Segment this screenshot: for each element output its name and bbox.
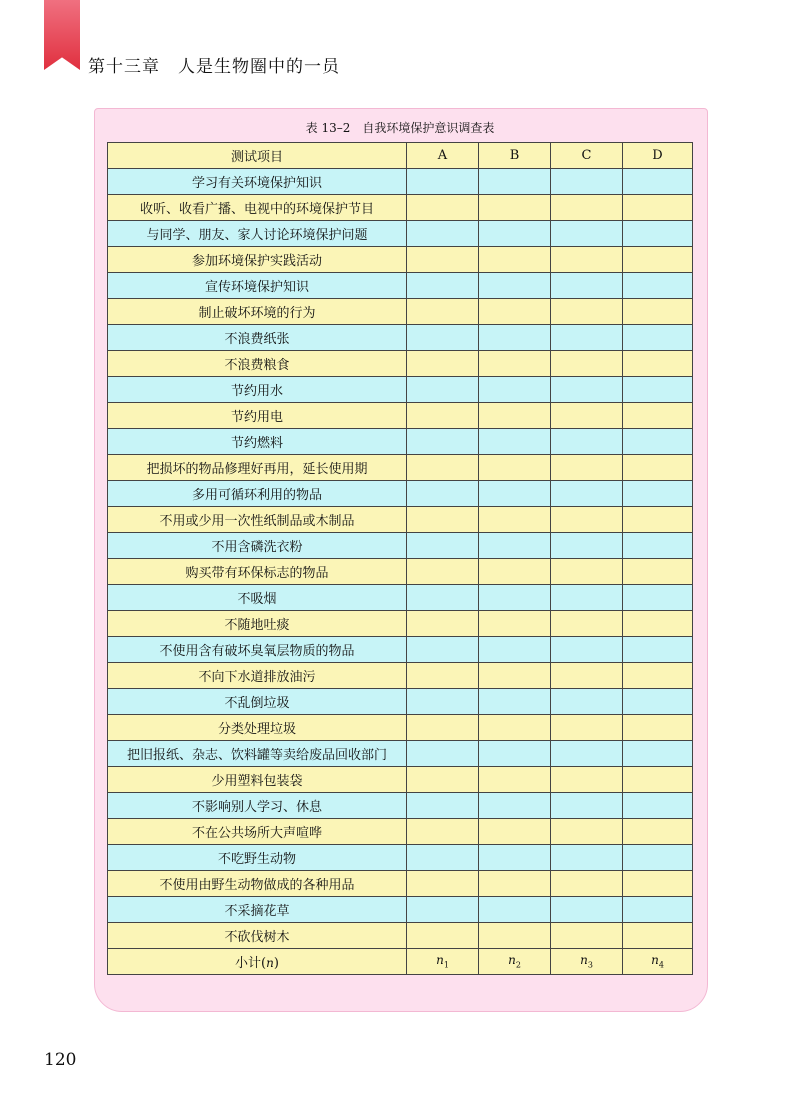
answer-cell-b[interactable]	[479, 533, 551, 559]
table-row	[108, 533, 693, 559]
answer-cell-b[interactable]	[479, 585, 551, 611]
answer-cell-c[interactable]	[551, 195, 623, 221]
answer-cell-c[interactable]	[551, 481, 623, 507]
answer-cell-d[interactable]	[623, 429, 693, 455]
test-item-label: 节约用电	[108, 403, 407, 429]
test-item-label: 不砍伐树木	[108, 923, 407, 949]
table-row	[108, 611, 693, 637]
answer-cell-d[interactable]	[623, 559, 693, 585]
answer-cell-d[interactable]	[623, 403, 693, 429]
answer-cell-c[interactable]	[551, 637, 623, 663]
answer-cell-b[interactable]	[479, 611, 551, 637]
answer-cell-c[interactable]	[551, 247, 623, 273]
column-header-b: B	[479, 143, 551, 169]
answer-cell-d[interactable]	[623, 689, 693, 715]
answer-cell-c[interactable]	[551, 377, 623, 403]
answer-cell-d[interactable]	[623, 767, 693, 793]
table-row	[108, 429, 693, 455]
table-row	[108, 897, 693, 923]
answer-cell-b[interactable]	[479, 871, 551, 897]
table-row	[108, 351, 693, 377]
survey-table	[107, 142, 693, 975]
subtotal-c-var: n	[580, 953, 588, 968]
table-row	[108, 325, 693, 351]
answer-cell-d[interactable]	[623, 845, 693, 871]
answer-cell-b[interactable]	[479, 689, 551, 715]
test-item-label: 不用含磷洗衣粉	[108, 533, 407, 559]
table-row	[108, 247, 693, 273]
test-item-label: 不浪费粮食	[108, 351, 407, 377]
answer-cell-a[interactable]	[407, 247, 479, 273]
answer-cell-c[interactable]	[551, 169, 623, 195]
answer-cell-c[interactable]	[551, 923, 623, 949]
answer-cell-b[interactable]	[479, 767, 551, 793]
table-row	[108, 793, 693, 819]
subtotal-a-sub: 1	[443, 960, 449, 970]
test-item-label: 宣传环境保护知识	[108, 273, 407, 299]
answer-cell-c[interactable]	[551, 559, 623, 585]
answer-cell-a[interactable]	[407, 559, 479, 585]
answer-cell-d[interactable]	[623, 871, 693, 897]
answer-cell-a[interactable]	[407, 897, 479, 923]
answer-cell-a[interactable]	[407, 455, 479, 481]
answer-cell-c[interactable]	[551, 689, 623, 715]
test-item-label: 与同学、朋友、家人讨论环境保护问题	[108, 221, 407, 247]
answer-cell-b[interactable]	[479, 351, 551, 377]
answer-cell-b[interactable]	[479, 507, 551, 533]
answer-cell-b[interactable]	[479, 221, 551, 247]
table-row	[108, 169, 693, 195]
subtotal-a-var: n	[436, 953, 444, 968]
answer-cell-a[interactable]	[407, 273, 479, 299]
answer-cell-c[interactable]	[551, 455, 623, 481]
answer-cell-b[interactable]	[479, 403, 551, 429]
subtotal-row	[108, 949, 693, 975]
answer-cell-d[interactable]	[623, 611, 693, 637]
test-item-label: 节约用水	[108, 377, 407, 403]
table-row	[108, 559, 693, 585]
answer-cell-c[interactable]	[551, 767, 623, 793]
answer-cell-b[interactable]	[479, 637, 551, 663]
answer-cell-a[interactable]	[407, 533, 479, 559]
answer-cell-a[interactable]	[407, 221, 479, 247]
answer-cell-a[interactable]	[407, 585, 479, 611]
table-row	[108, 299, 693, 325]
answer-cell-a[interactable]	[407, 923, 479, 949]
subtotal-label	[108, 949, 407, 975]
table-row	[108, 741, 693, 767]
test-item-label: 参加环境保护实践活动	[108, 247, 407, 273]
answer-cell-d[interactable]	[623, 299, 693, 325]
answer-cell-b[interactable]	[479, 663, 551, 689]
answer-cell-a[interactable]	[407, 507, 479, 533]
answer-cell-a[interactable]	[407, 793, 479, 819]
answer-cell-d[interactable]	[623, 897, 693, 923]
table-row	[108, 403, 693, 429]
answer-cell-b[interactable]	[479, 741, 551, 767]
answer-cell-c[interactable]	[551, 715, 623, 741]
answer-cell-a[interactable]	[407, 611, 479, 637]
answer-cell-a[interactable]	[407, 741, 479, 767]
test-item-label: 少用塑料包装袋	[108, 767, 407, 793]
answer-cell-b[interactable]	[479, 325, 551, 351]
test-item-label: 不在公共场所大声喧哗	[108, 819, 407, 845]
answer-cell-c[interactable]	[551, 611, 623, 637]
answer-cell-d[interactable]	[623, 533, 693, 559]
answer-cell-b[interactable]	[479, 897, 551, 923]
answer-cell-a[interactable]	[407, 195, 479, 221]
table-row	[108, 845, 693, 871]
answer-cell-a[interactable]	[407, 377, 479, 403]
answer-cell-d[interactable]	[623, 221, 693, 247]
answer-cell-a[interactable]	[407, 429, 479, 455]
subtotal-b	[479, 949, 551, 975]
table-row	[108, 715, 693, 741]
answer-cell-c[interactable]	[551, 351, 623, 377]
test-item-label: 不随地吐痰	[108, 611, 407, 637]
answer-cell-b[interactable]	[479, 195, 551, 221]
subtotal-label-close: )	[273, 956, 279, 971]
answer-cell-c[interactable]	[551, 325, 623, 351]
test-item-label: 不用或少用一次性纸制品或木制品	[108, 507, 407, 533]
answer-cell-d[interactable]	[623, 819, 693, 845]
answer-cell-d[interactable]	[623, 507, 693, 533]
table-header-row	[108, 143, 693, 169]
test-item-label: 收听、收看广播、电视中的环境保护节目	[108, 195, 407, 221]
answer-cell-a[interactable]	[407, 767, 479, 793]
table-row	[108, 195, 693, 221]
table-row	[108, 273, 693, 299]
answer-cell-c[interactable]	[551, 819, 623, 845]
test-item-label: 把旧报纸、杂志、饮料罐等卖给废品回收部门	[108, 741, 407, 767]
table-row	[108, 221, 693, 247]
column-header-a: A	[407, 143, 479, 169]
subtotal-var: n	[266, 956, 274, 970]
table-caption: 表 13–2 自我环境保护意识调查表	[305, 121, 495, 135]
test-item-label: 把损坏的物品修理好再用，延长使用期	[108, 455, 407, 481]
answer-cell-d[interactable]	[623, 455, 693, 481]
test-item-label: 不采摘花草	[108, 897, 407, 923]
answer-cell-c[interactable]	[551, 585, 623, 611]
answer-cell-a[interactable]	[407, 325, 479, 351]
table-row	[108, 871, 693, 897]
answer-cell-d[interactable]	[623, 923, 693, 949]
answer-cell-a[interactable]	[407, 871, 479, 897]
answer-cell-d[interactable]	[623, 637, 693, 663]
table-row	[108, 819, 693, 845]
answer-cell-b[interactable]	[479, 455, 551, 481]
answer-cell-b[interactable]	[479, 845, 551, 871]
table-row	[108, 637, 693, 663]
answer-cell-a[interactable]	[407, 481, 479, 507]
test-item-label: 节约燃料	[108, 429, 407, 455]
test-item-label: 不吃野生动物	[108, 845, 407, 871]
test-item-label: 多用可循环利用的物品	[108, 481, 407, 507]
answer-cell-b[interactable]	[479, 715, 551, 741]
answer-cell-d[interactable]	[623, 351, 693, 377]
answer-cell-b[interactable]	[479, 481, 551, 507]
answer-cell-a[interactable]	[407, 169, 479, 195]
answer-cell-d[interactable]	[623, 741, 693, 767]
answer-cell-d[interactable]	[623, 325, 693, 351]
answer-cell-b[interactable]	[479, 247, 551, 273]
subtotal-c-sub: 3	[587, 960, 593, 970]
answer-cell-a[interactable]	[407, 819, 479, 845]
answer-cell-c[interactable]	[551, 429, 623, 455]
subtotal-a	[407, 949, 479, 975]
answer-cell-c[interactable]	[551, 845, 623, 871]
answer-cell-b[interactable]	[479, 429, 551, 455]
answer-cell-a[interactable]	[407, 351, 479, 377]
answer-cell-a[interactable]	[407, 845, 479, 871]
table-row	[108, 663, 693, 689]
answer-cell-d[interactable]	[623, 585, 693, 611]
subtotal-d-var: n	[651, 953, 659, 968]
answer-cell-b[interactable]	[479, 819, 551, 845]
answer-cell-b[interactable]	[479, 793, 551, 819]
answer-cell-a[interactable]	[407, 663, 479, 689]
test-item-label: 不影响别人学习、休息	[108, 793, 407, 819]
test-item-label: 购买带有环保标志的物品	[108, 559, 407, 585]
answer-cell-c[interactable]	[551, 221, 623, 247]
answer-cell-b[interactable]	[479, 169, 551, 195]
table-row	[108, 689, 693, 715]
answer-cell-a[interactable]	[407, 715, 479, 741]
table-row	[108, 507, 693, 533]
subtotal-d-sub: 4	[658, 960, 664, 970]
answer-cell-d[interactable]	[623, 169, 693, 195]
answer-cell-c[interactable]	[551, 741, 623, 767]
answer-cell-b[interactable]	[479, 923, 551, 949]
table-row	[108, 455, 693, 481]
answer-cell-d[interactable]	[623, 663, 693, 689]
chapter-title: 第十三章 人是生物圈中的一员	[88, 57, 340, 77]
answer-cell-a[interactable]	[407, 637, 479, 663]
table-row	[108, 923, 693, 949]
answer-cell-d[interactable]	[623, 247, 693, 273]
test-item-label: 分类处理垃圾	[108, 715, 407, 741]
answer-cell-c[interactable]	[551, 507, 623, 533]
answer-cell-d[interactable]	[623, 481, 693, 507]
answer-cell-a[interactable]	[407, 689, 479, 715]
answer-cell-b[interactable]	[479, 377, 551, 403]
table-row	[108, 481, 693, 507]
answer-cell-a[interactable]	[407, 299, 479, 325]
test-item-label: 不浪费纸张	[108, 325, 407, 351]
page-number: 120	[44, 1050, 77, 1070]
test-item-label: 制止破坏环境的行为	[108, 299, 407, 325]
subtotal-b-sub: 2	[515, 960, 521, 970]
subtotal-label-text: 小计(	[235, 956, 267, 971]
answer-cell-b[interactable]	[479, 273, 551, 299]
answer-cell-d[interactable]	[623, 195, 693, 221]
answer-cell-b[interactable]	[479, 299, 551, 325]
column-header-item: 测试项目	[108, 143, 407, 169]
answer-cell-a[interactable]	[407, 403, 479, 429]
answer-cell-d[interactable]	[623, 793, 693, 819]
subtotal-d	[623, 949, 693, 975]
test-item-label: 学习有关环境保护知识	[108, 169, 407, 195]
answer-cell-c[interactable]	[551, 273, 623, 299]
answer-cell-c[interactable]	[551, 299, 623, 325]
test-item-label: 不使用由野生动物做成的各种用品	[108, 871, 407, 897]
test-item-label: 不向下水道排放油污	[108, 663, 407, 689]
answer-cell-b[interactable]	[479, 559, 551, 585]
test-item-label: 不使用含有破坏臭氧层物质的物品	[108, 637, 407, 663]
answer-cell-c[interactable]	[551, 663, 623, 689]
answer-cell-d[interactable]	[623, 715, 693, 741]
chapter-ribbon-icon	[44, 0, 80, 70]
table-row	[108, 585, 693, 611]
answer-cell-d[interactable]	[623, 273, 693, 299]
table-row	[108, 767, 693, 793]
answer-cell-c[interactable]	[551, 533, 623, 559]
answer-cell-d[interactable]	[623, 377, 693, 403]
answer-cell-c[interactable]	[551, 871, 623, 897]
column-header-d: D	[623, 143, 693, 169]
test-item-label: 不吸烟	[108, 585, 407, 611]
column-header-c: C	[551, 143, 623, 169]
answer-cell-c[interactable]	[551, 793, 623, 819]
subtotal-b-var: n	[508, 953, 516, 968]
answer-cell-c[interactable]	[551, 897, 623, 923]
table-row	[108, 377, 693, 403]
test-item-label: 不乱倒垃圾	[108, 689, 407, 715]
answer-cell-c[interactable]	[551, 403, 623, 429]
subtotal-c	[551, 949, 623, 975]
